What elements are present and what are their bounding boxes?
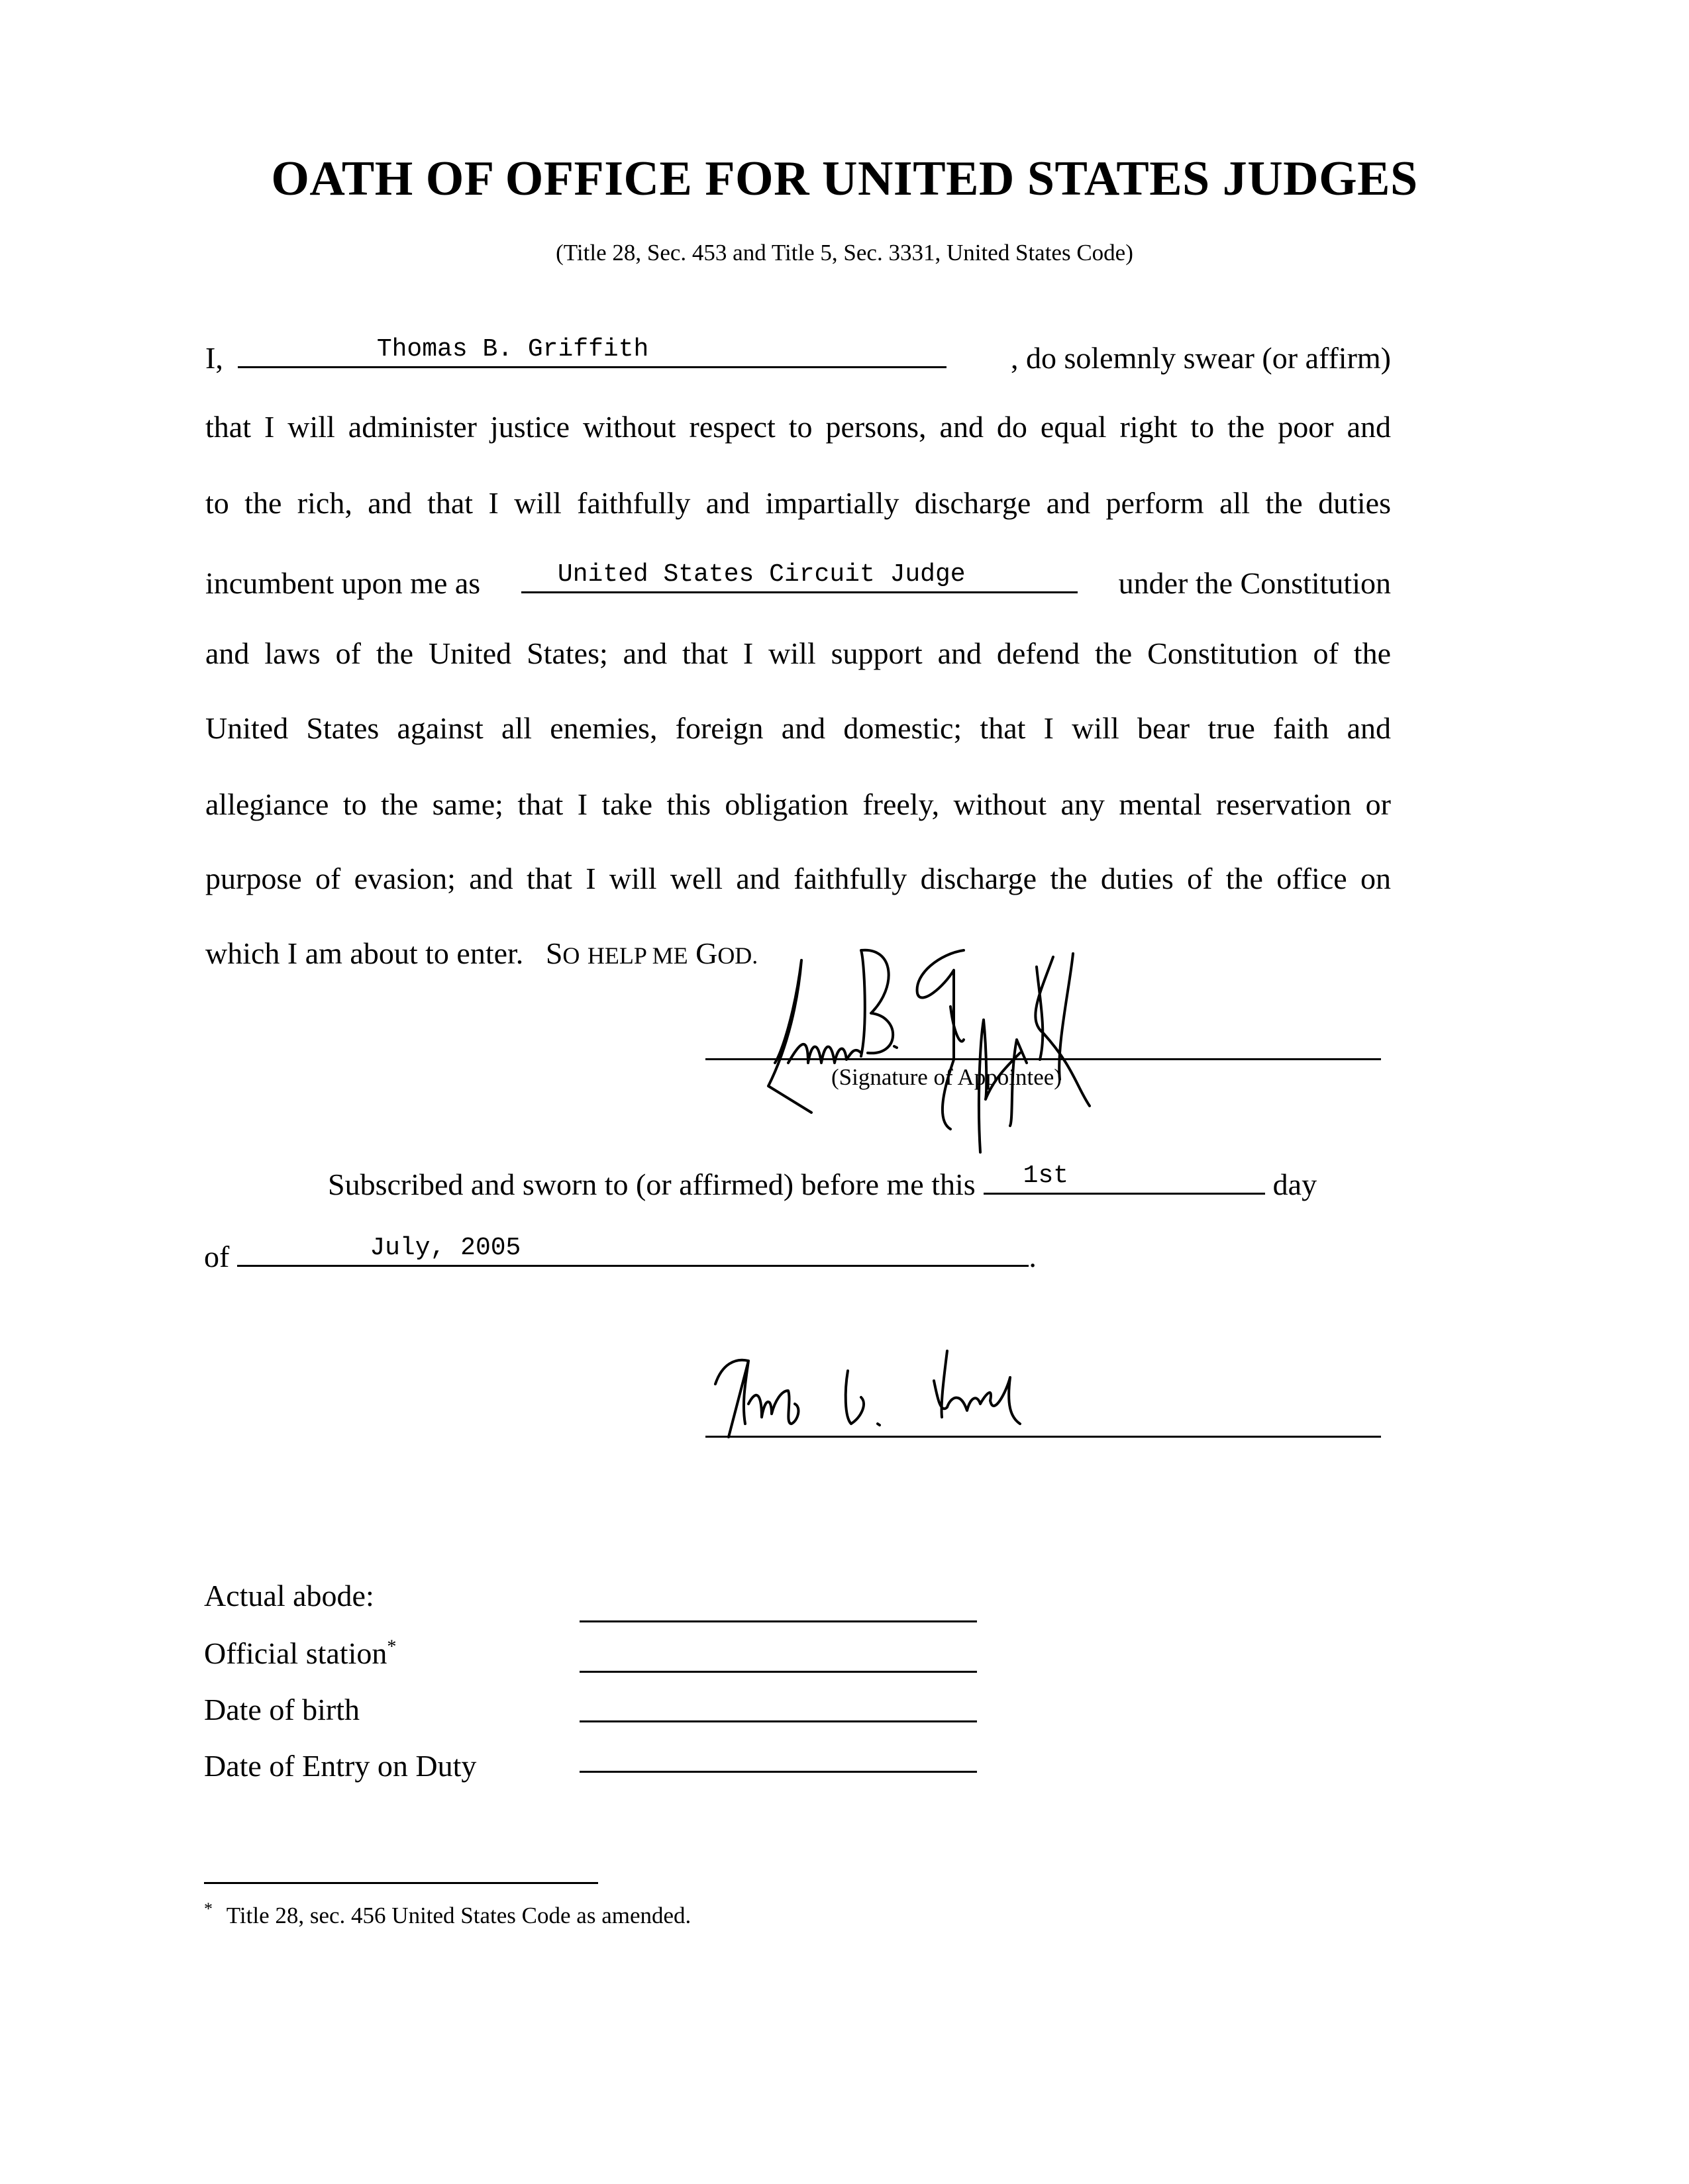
oath-line-7 (205, 787, 1391, 826)
document-subtitle: (Title 28, Sec. 453 and Title 5, Sec. 3331, United States Code) (556, 240, 1133, 266)
day-value: 1st (1023, 1162, 1069, 1190)
oath-line-3-text: to the rich, and that I will faithfully and impartially discharge and perform all the duties (205, 486, 1391, 520)
closing-od: OD. (717, 942, 758, 969)
field-date-of-birth[interactable] (580, 1720, 977, 1722)
closing-g: G (695, 936, 718, 970)
oath-line-5 (205, 636, 1391, 675)
official-station-text: Official station (204, 1636, 387, 1670)
oath-line-7-text: allegiance to the same; that I take this obligation freely, without any mental reservation or (205, 787, 1391, 821)
officiant-signature-line[interactable] (705, 1436, 1381, 1438)
closing-s: S (545, 936, 563, 970)
oath-line-2 (205, 409, 1391, 449)
month-year-value: July, 2005 (370, 1234, 521, 1262)
officiant-signature-image (709, 1351, 1186, 1444)
document-title: OATH OF OFFICE FOR UNITED STATES JUDGES (271, 152, 1418, 206)
subscribed-prefix: Subscribed and sworn to (or affirmed) before me this (328, 1167, 976, 1201)
field-actual-abode[interactable] (580, 1620, 977, 1622)
field-official-station[interactable] (580, 1671, 977, 1673)
footnote-text: Title 28, sec. 456 United States Code as amended. (226, 1902, 691, 1928)
appointee-signature-caption: (Signature of Appointee) (831, 1064, 1062, 1090)
field-date-of-entry[interactable] (580, 1771, 977, 1773)
closing-o: O (562, 942, 580, 969)
footnote (204, 1899, 691, 1929)
office-title-field[interactable] (521, 560, 1078, 593)
oath-line-9-text: which I am about to enter. (205, 936, 524, 970)
day-suffix: day (1272, 1167, 1317, 1201)
appointee-name-field[interactable] (238, 334, 947, 368)
oath-line-2-text: that I will administer justice without respect to persons, and do equal right to the poor and (205, 410, 1391, 444)
oath-line-1 (205, 334, 1391, 374)
field-label-date-of-entry: Date of Entry on Duty (204, 1749, 477, 1783)
of-line (204, 1233, 1037, 1274)
oath-line-5-text: and laws of the United States; and that I will support and defend the Constitution of the (205, 636, 1391, 670)
oath-prefix (205, 334, 947, 375)
closing-help-me: HELP ME (587, 942, 688, 969)
oath-line-4-prefix: incumbent upon me as (205, 566, 481, 600)
oath-line-4-suffix: under the Constitution (1118, 566, 1391, 600)
oath-line-6-text: United States against all enemies, foreign and domestic; that I will bear true faith and (205, 711, 1391, 745)
subscribed-line (328, 1161, 1317, 1202)
field-label-date-of-birth: Date of birth (204, 1693, 360, 1726)
of-line-period: . (1029, 1240, 1037, 1273)
footnote-marker: * (387, 1636, 397, 1658)
footnote-asterisk: * (204, 1899, 213, 1918)
oath-line-8-text: purpose of evasion; and that I will well and faithfully discharge the duties of the office on (205, 862, 1391, 895)
appointee-signature-image (762, 947, 1358, 1172)
oath-line-1-suffix: , do solemnly swear (or affirm) (1011, 341, 1391, 375)
closing-phrase (546, 936, 758, 970)
field-label-actual-abode: Actual abode: (204, 1579, 374, 1613)
footnote-rule (204, 1882, 598, 1884)
oath-pronoun: I, (205, 341, 223, 375)
office-title-value: United States Circuit Judge (557, 560, 966, 589)
of-label: of (204, 1240, 230, 1273)
month-year-field[interactable] (237, 1233, 1029, 1267)
oath-line-9 (205, 936, 758, 971)
appointee-name-value: Thomas B. Griffith (376, 335, 649, 364)
oath-line-3 (205, 485, 1391, 525)
oath-line-8 (205, 861, 1391, 901)
day-field[interactable] (984, 1161, 1265, 1195)
oath-line-4 (205, 560, 1391, 599)
field-label-official-station (204, 1636, 396, 1671)
oath-line-6 (205, 711, 1391, 750)
